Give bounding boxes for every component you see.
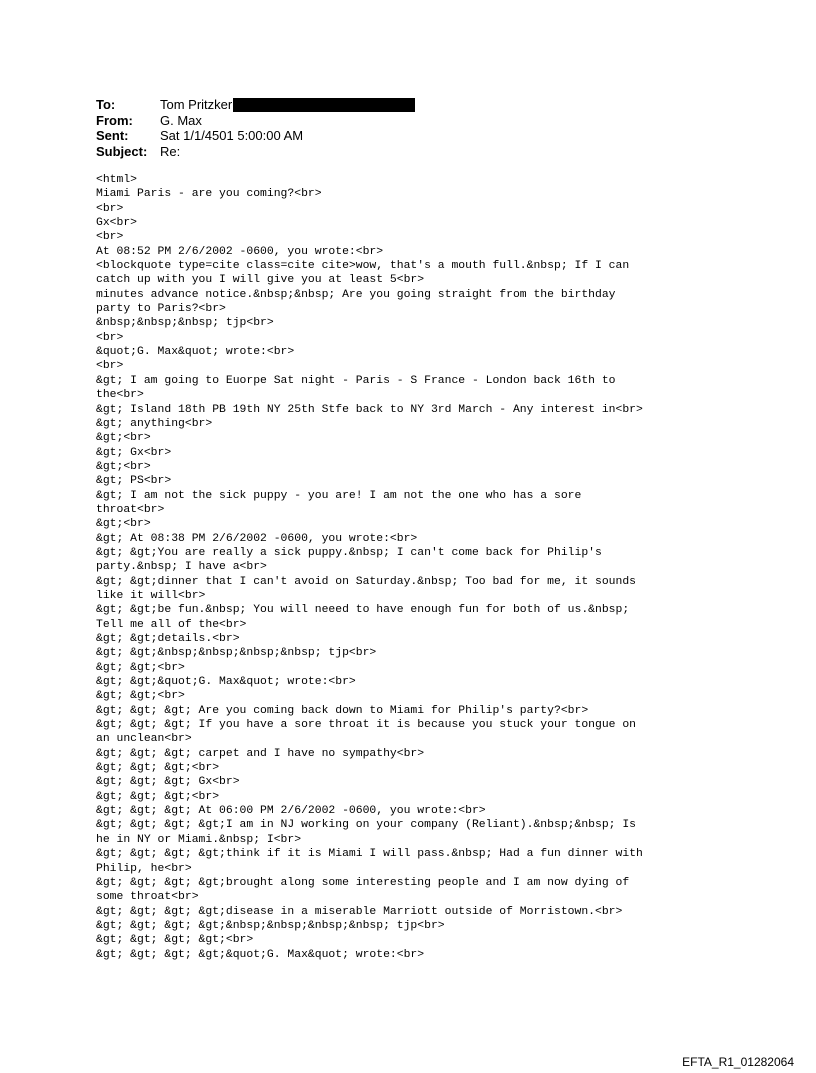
from-row <box>96 113 415 129</box>
body-line: &gt;<br> <box>96 460 151 473</box>
body-line: party.&nbsp; I have a<br> <box>96 561 267 574</box>
body-line: &gt;<br> <box>96 518 151 531</box>
body-line: &gt; &gt; &gt; Gx<br> <box>96 776 240 789</box>
sent-row <box>96 128 415 144</box>
body-line: &gt; &gt; &gt; If you have a sore throat it is because you stuck your tongue on <box>96 719 637 732</box>
body-line: <br> <box>96 231 124 244</box>
body-line: &gt; &gt; &gt; &gt;&quot;G. Max&quot; wrote:<br> <box>96 948 425 961</box>
to-value: Tom Pritzker <box>160 97 233 112</box>
body-line: <br> <box>96 360 124 373</box>
subject-row <box>96 144 415 160</box>
body-line: &gt; &gt; &gt; &gt;brought along some interesting people and I am now dying of <box>96 876 630 889</box>
body-line: throat<br> <box>96 503 165 516</box>
to-row <box>96 97 415 113</box>
body-line: &gt; Island 18th PB 19th NY 25th Stfe back to NY 3rd March - Any interest in<br> <box>96 403 643 416</box>
body-line: &quot;G. Max&quot; wrote:<br> <box>96 346 295 359</box>
body-line: he in NY or Miami.&nbsp; I<br> <box>96 833 302 846</box>
body-line: &gt; &gt; &gt;<br> <box>96 790 220 803</box>
from-label: From: <box>96 112 133 128</box>
email-body <box>96 173 736 962</box>
subject-value: Re: <box>160 143 181 159</box>
body-line: <br> <box>96 202 124 215</box>
body-line: &gt; &gt;be fun.&nbsp; You will neeed to have enough fun for both of us.&nbsp; <box>96 604 630 617</box>
body-line: &gt;<br> <box>96 432 151 445</box>
body-line: &gt; &gt;&quot;G. Max&quot; wrote:<br> <box>96 676 356 689</box>
body-line: like it will<br> <box>96 589 206 602</box>
to-label: To: <box>96 97 116 112</box>
body-line: party to Paris?<br> <box>96 303 226 316</box>
body-line: &gt; &gt; &gt;<br> <box>96 762 220 775</box>
redaction-block <box>233 98 415 112</box>
body-line: &gt; &gt;You are really a sick puppy.&nbsp; I can't come back for Philip's <box>96 546 602 559</box>
body-line: &gt; &gt; &gt; At 06:00 PM 2/6/2002 -0600, you wrote:<br> <box>96 805 486 818</box>
body-line: the<br> <box>96 389 144 402</box>
body-line: At 08:52 PM 2/6/2002 -0600, you wrote:<br> <box>96 245 384 258</box>
body-line: &gt; PS<br> <box>96 475 172 488</box>
body-line: &gt; &gt; &gt; &gt;I am in NJ working on your company (Reliant).&nbsp;&nbsp; Is <box>96 819 637 832</box>
sent-value: Sat 1/1/4501 5:00:00 AM <box>160 128 304 143</box>
body-line: &gt; &gt; &gt; &gt;disease in a miserable Marriott outside of Morristown.<br> <box>96 905 623 918</box>
body-line: Miami Paris - are you coming?<br> <box>96 188 322 201</box>
body-line: Gx<br> <box>96 217 138 230</box>
body-line: Philip, he<br> <box>96 862 192 875</box>
body-line: &gt; &gt; &gt; &gt;<br> <box>96 934 254 947</box>
body-line: some throat<br> <box>96 891 199 904</box>
from-value: G. Max <box>160 112 202 128</box>
body-line: &gt; &gt; &gt; carpet and I have no sympathy<br> <box>96 747 425 760</box>
subject-label: Subject: <box>96 143 148 159</box>
body-line: &gt; &gt; &gt; Are you coming back down to Miami for Philip's party?<br> <box>96 704 589 717</box>
body-line: &gt; anything<br> <box>96 417 213 430</box>
body-line: minutes advance notice.&nbsp;&nbsp; Are you going straight from the birthday <box>96 288 616 301</box>
sent-label: Sent: <box>96 128 129 143</box>
body-line: &gt; &gt;&nbsp;&nbsp;&nbsp;&nbsp; tjp<br> <box>96 647 377 660</box>
body-line: &gt; &gt;<br> <box>96 690 185 703</box>
body-line: &gt; Gx<br> <box>96 446 172 459</box>
body-line: &gt; I am going to Euorpe Sat night - Paris - S France - London back 16th to <box>96 374 616 387</box>
body-line: <html> <box>96 174 138 186</box>
body-line: an unclean<br> <box>96 733 192 746</box>
body-line: &gt; &gt;<br> <box>96 661 185 674</box>
body-line: &nbsp;&nbsp;&nbsp; tjp<br> <box>96 317 274 330</box>
body-line: <br> <box>96 331 124 344</box>
body-line: &gt; &gt; &gt; &gt;think if it is Miami I will pass.&nbsp; Had a fun dinner with <box>96 848 643 861</box>
email-header <box>96 97 415 159</box>
body-line: catch up with you I will give you at least 5<br> <box>96 274 425 287</box>
body-line: &gt; &gt;dinner that I can't avoid on Saturday.&nbsp; Too bad for me, it sounds <box>96 575 637 588</box>
body-line: &gt; &gt;details.<br> <box>96 633 240 645</box>
body-line: &gt; I am not the sick puppy - you are! I am not the one who has a sore <box>96 489 582 502</box>
body-line: <blockquote type=cite class=cite cite>wow, that's a mouth full.&nbsp; If I can <box>96 260 630 273</box>
body-line: &gt; At 08:38 PM 2/6/2002 -0600, you wrote:<br> <box>96 532 418 545</box>
document-id: EFTA_R1_01282064 <box>682 1055 794 1069</box>
body-line: &gt; &gt; &gt; &gt;&nbsp;&nbsp;&nbsp;&nbsp; tjp<br> <box>96 919 445 932</box>
body-line: Tell me all of the<br> <box>96 618 247 631</box>
